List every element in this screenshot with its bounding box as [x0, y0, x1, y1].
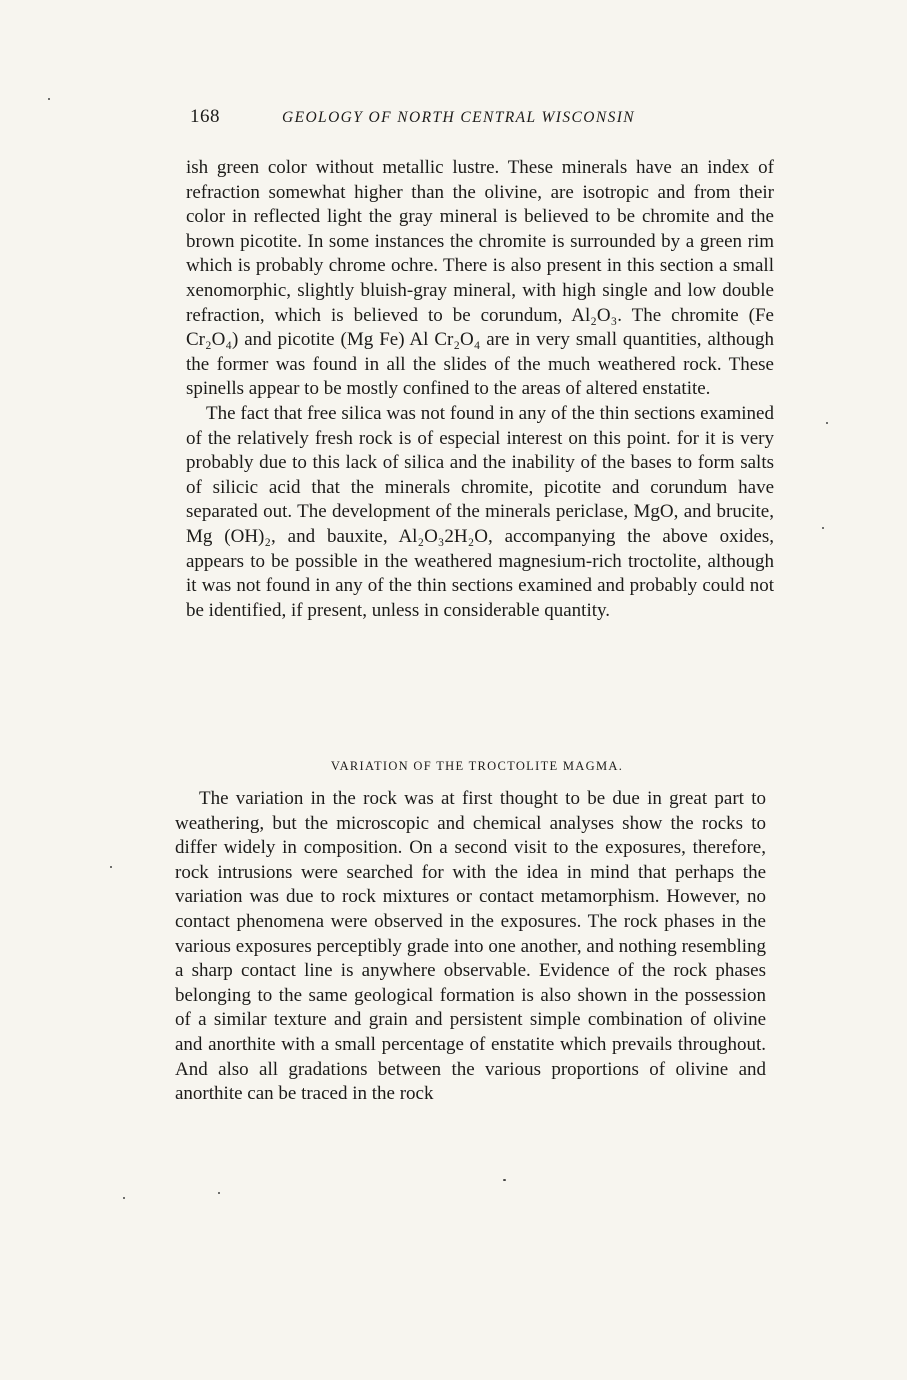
page-number: 168 [190, 106, 220, 127]
page-header [190, 106, 690, 136]
paragraph: The fact that free silica was not found in any of the thin sections examined of the relatively fresh rock is of especial interest on this point. for it is very probably due to this lack of silica and the inability of the bases to form salts of silicic acid that the minerals chromite, picotite and corundum have separated out. The development of the minerals periclase, MgO, and brucite, Mg (OH)₂, and bauxite, Al₂O₃2H₂O, accompanying the above oxides, appears to be possible in the weathered magnesium-rich troctolite, although it was not found in any of the thin sections examined and probably could not be identified, if present, unless in considerable quantity. [186, 402, 774, 621]
section-text-block [175, 787, 766, 1107]
section-heading: VARIATION OF THE TROCTOLITE MAGMA. [330, 759, 624, 773]
scan-speck [123, 1197, 125, 1199]
body-text-block [186, 156, 774, 623]
scan-speck [826, 422, 828, 424]
running-head: GEOLOGY OF NORTH CENTRAL WISCONSIN [282, 109, 636, 126]
scan-speck [503, 1179, 506, 1181]
paragraph-continued: ish green color without metallic lustre. These minerals have an index of refraction somewhat higher than the olivine, are isotropic and from their color in reflected light the gray mineral is believed to be chromite and the brown picotite. In some instances the chromite is surrounded by a green rim which is probably chrome ochre. There is also present in this section a small xenomorphic, slightly bluish-gray mineral, with high single and low double refraction, which is believed to be corundum, Al₂O₃. The chromite (Fe Cr₂O₄) and picotite (Mg Fe) Al Cr₂O₄ are in very small quantities, although the former was found in all the slides of the much weathered rock. These spinells appear to be mostly confined to the areas of altered enstatite. [186, 157, 774, 400]
scan-speck [822, 527, 824, 529]
paragraph: The variation in the rock was at first thought to be due in great part to weathering, but the microscopic and chemical analyses show the rocks to differ widely in composition. On a second visit to the exposures, therefore, rock intrusions were searched for with the idea in mind that perhaps the variation was due to rock mixtures or contact metamorphism. However, no contact phenomena were observed in the exposures. The rock phases in the various exposures perceptibly grade into one another, and nothing resembling a sharp contact line is anywhere observable. Evidence of the rock phases belonging to the same geological formation is also shown in the possession of a similar texture and grain and persistent simple combination of olivine and anorthite with a small percentage of enstatite which prevails throughout. And also all gradations between the various proportions of olivine and anorthite can be traced in the rock [175, 788, 766, 1105]
scan-speck [110, 866, 112, 868]
scan-speck [48, 98, 50, 100]
scan-speck [218, 1192, 220, 1194]
